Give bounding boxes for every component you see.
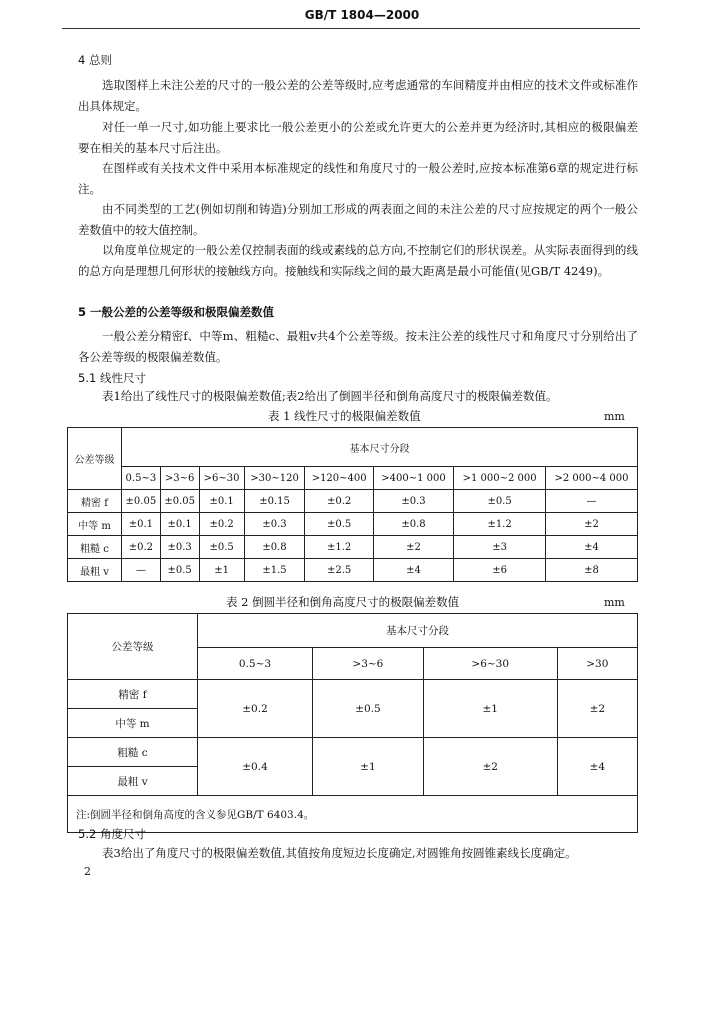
section-4-title: 4 总则 [78, 53, 112, 67]
t2-cell: ±1 [423, 680, 557, 738]
t1-cell: ±0.8 [373, 513, 453, 536]
t1-cell: ±1.2 [454, 513, 546, 536]
s4-para-4: 由不同类型的工艺(例如切削和铸造)分别加工形成的两表面之间的未注公差的尺寸应按规定的两个一般公差数值中的较大值控制。 [78, 202, 638, 237]
t1-cell: ±2 [546, 513, 638, 536]
t1-cell: — [546, 490, 638, 513]
t2-cell: ±1 [313, 738, 424, 796]
t2-col: >30 [557, 648, 637, 680]
t1-cell: ±1 [199, 559, 244, 582]
t2-grade: 精密 f [68, 680, 198, 709]
table-2 [67, 613, 638, 833]
t2-cell: ±0.2 [198, 680, 313, 738]
t2-col: 0.5~3 [198, 648, 313, 680]
t1-cell: ±0.2 [199, 513, 244, 536]
t2-cell: ±0.4 [198, 738, 313, 796]
s52-para-1: 表3给出了角度尺寸的极限偏差数值,其值按角度短边长度确定,对圆锥角按圆锥素线长度确定。 [102, 846, 577, 860]
table-row [68, 513, 638, 536]
t1-cell: ±0.1 [122, 513, 161, 536]
t1-col: >30~120 [244, 467, 305, 490]
t1-col: >6~30 [199, 467, 244, 490]
t2-grade: 最粗 v [68, 767, 198, 796]
t1-cell: ±4 [373, 559, 453, 582]
t1-col: >400~1 000 [373, 467, 453, 490]
header-rule [62, 28, 640, 29]
t1-cell: ±0.3 [244, 513, 305, 536]
t1-cell: ±1.5 [244, 559, 305, 582]
t2-cell: ±2 [423, 738, 557, 796]
s5-para-1: 一般公差分精密f、中等m、粗糙c、最粗v共4个公差等级。按未注公差的线性尺寸和角度尺寸分别给出了各公差等级的极限偏差数值。 [78, 329, 638, 364]
table-row [68, 559, 638, 582]
s4-para-1: 选取图样上未注公差的尺寸的一般公差的公差等级时,应考虑通常的车间精度并由相应的技术文件或标准作出具体规定。 [78, 78, 638, 113]
t1-cell: ±1.2 [305, 536, 374, 559]
t2-note: 注:倒圆半径和倒角高度的含义参见GB/T 6403.4。 [68, 796, 638, 833]
t1-grade: 精密 f [68, 490, 122, 513]
t1-cell: ±0.3 [373, 490, 453, 513]
t1-cell: ±0.5 [305, 513, 374, 536]
t1-col: >3~6 [160, 467, 199, 490]
page-number: 2 [84, 865, 91, 878]
table-1-caption: 表 1 线性尺寸的极限偏差数值 [268, 409, 421, 423]
t1-grade: 中等 m [68, 513, 122, 536]
t1-cell: ±4 [546, 536, 638, 559]
s4-para-3: 在图样或有关技术文件中采用本标准规定的线性和角度尺寸的一般公差时,应按本标准第6章的规定进行标注。 [78, 161, 638, 196]
t1-grade: 粗糙 c [68, 536, 122, 559]
section-5-title: 5 一般公差的公差等级和极限偏差数值 [78, 305, 275, 319]
t1-cell: ±0.2 [305, 490, 374, 513]
table-2-unit: mm [604, 596, 625, 609]
t2-cell: ±2 [557, 680, 637, 738]
t1-col: 0.5~3 [122, 467, 161, 490]
t1-cell: ±0.05 [160, 490, 199, 513]
t1-cell: ±0.2 [122, 536, 161, 559]
t1-cell: ±0.1 [199, 490, 244, 513]
t1-cell: — [122, 559, 161, 582]
t2-grade: 粗糙 c [68, 738, 198, 767]
t1-cell: ±8 [546, 559, 638, 582]
t1-cell: ±2.5 [305, 559, 374, 582]
table-1 [67, 427, 638, 582]
t2-cell: ±4 [557, 738, 637, 796]
t1-col: >1 000~2 000 [454, 467, 546, 490]
s4-para-5: 以角度单位规定的一般公差仅控制表面的线或素线的总方向,不控制它们的形状误差。从实际表面得到的线的总方向是理想几何形状的接触线方向。接触线和实际线之间的最大距离是最小可能值(见GB/T 4249)。 [78, 243, 638, 278]
t1-grade: 最粗 v [68, 559, 122, 582]
section-5-2-title: 5.2 角度尺寸 [78, 827, 146, 841]
t1-cell: ±2 [373, 536, 453, 559]
table-2-caption: 表 2 倒圆半径和倒角高度尺寸的极限偏差数值 [226, 595, 460, 609]
t2-cell: ±0.5 [313, 680, 424, 738]
table-1-unit: mm [604, 410, 625, 423]
t1-cell: ±0.05 [122, 490, 161, 513]
t1-group-header: 基本尺寸分段 [122, 428, 638, 467]
t1-cell: ±0.5 [160, 559, 199, 582]
table-row [68, 490, 638, 513]
t1-cell: ±0.3 [160, 536, 199, 559]
t2-grade-header: 公差等级 [68, 614, 198, 680]
table-row [68, 738, 638, 767]
t1-cell: ±0.5 [199, 536, 244, 559]
t1-cell: ±0.5 [454, 490, 546, 513]
t2-col: >6~30 [423, 648, 557, 680]
page-header: GB/T 1804—2000 [304, 8, 420, 22]
t2-col: >3~6 [313, 648, 424, 680]
s51-para-1: 表1给出了线性尺寸的极限偏差数值;表2给出了倒圆半径和倒角高度尺寸的极限偏差数值。 [102, 389, 558, 403]
section-5-1-title: 5.1 线性尺寸 [78, 371, 146, 385]
t1-cell: ±0.8 [244, 536, 305, 559]
t2-grade: 中等 m [68, 709, 198, 738]
t1-col: >2 000~4 000 [546, 467, 638, 490]
t1-cell: ±0.15 [244, 490, 305, 513]
t2-group-header: 基本尺寸分段 [198, 614, 638, 648]
t1-cell: ±0.1 [160, 513, 199, 536]
table-row [68, 680, 638, 709]
s4-para-2: 对任一单一尺寸,如功能上要求比一般公差更小的公差或允许更大的公差并更为经济时,其相应的极限偏差要在相关的基本尺寸后注出。 [78, 120, 638, 155]
t1-cell: ±3 [454, 536, 546, 559]
t1-cell: ±6 [454, 559, 546, 582]
table-row [68, 536, 638, 559]
t1-col: >120~400 [305, 467, 374, 490]
t1-grade-header: 公差等级 [68, 428, 122, 490]
